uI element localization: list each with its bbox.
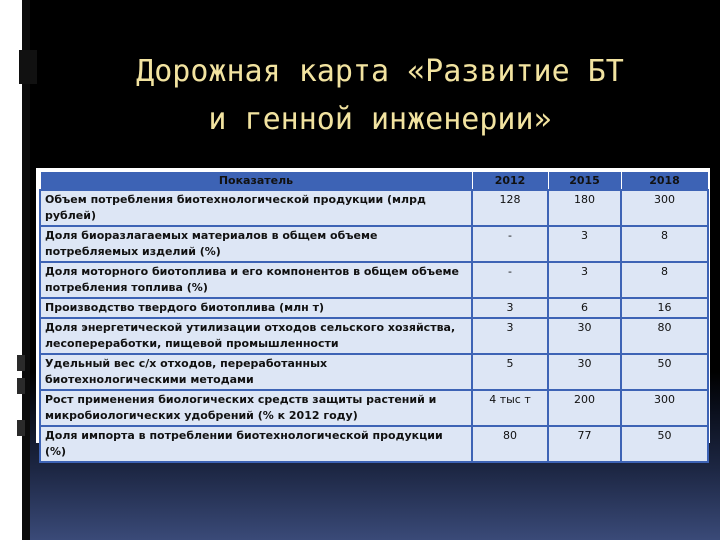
cell-2018: 16 xyxy=(621,298,708,318)
cell-2015: 30 xyxy=(548,318,621,354)
table-row xyxy=(40,298,708,318)
table-row xyxy=(40,426,708,462)
cell-2015: 30 xyxy=(548,354,621,390)
title-line-1: Дорожная карта «Развитие БТ xyxy=(136,54,624,89)
cell-2012: - xyxy=(472,226,548,262)
left-decor-mark xyxy=(17,378,25,394)
title-line-2: и генной инженерии» xyxy=(208,102,552,137)
cell-2012: 3 xyxy=(472,298,548,318)
cell-2012: 80 xyxy=(472,426,548,462)
row-label: Объем потребления биотехнологической продукции (млрд рублей) xyxy=(40,190,472,226)
cell-2012: - xyxy=(472,262,548,298)
row-label: Доля импорта в потреблении биотехнологической продукции (%) xyxy=(40,426,472,462)
left-decor-mark xyxy=(17,355,25,371)
roadmap-table-container xyxy=(36,168,710,458)
table-row xyxy=(40,226,708,262)
cell-2018: 80 xyxy=(621,318,708,354)
header-2012: 2012 xyxy=(472,172,548,191)
cell-2012: 128 xyxy=(472,190,548,226)
row-label: Доля энергетической утилизации отходов сельского хозяйства, лесопереработки, пищевой промышленности xyxy=(40,318,472,354)
cell-2018: 8 xyxy=(621,262,708,298)
table-row xyxy=(40,354,708,390)
cell-2015: 3 xyxy=(548,262,621,298)
cell-2015: 77 xyxy=(548,426,621,462)
cell-2018: 8 xyxy=(621,226,708,262)
roadmap-table xyxy=(39,171,709,463)
table-row xyxy=(40,262,708,298)
header-2018: 2018 xyxy=(621,172,708,191)
table-header-row xyxy=(40,172,708,191)
left-decor-mark xyxy=(17,420,25,436)
cell-2012: 5 xyxy=(472,354,548,390)
slide-title xyxy=(60,48,700,144)
cell-2018: 50 xyxy=(621,354,708,390)
cell-2015: 180 xyxy=(548,190,621,226)
row-label: Рост применения биологических средств защиты растений и микробиологических удобрений (% к 2012 году) xyxy=(40,390,472,426)
cell-2018: 300 xyxy=(621,390,708,426)
row-label: Производство твердого биотоплива (млн т) xyxy=(40,298,472,318)
row-label: Доля моторного биотоплива и его компонентов в общем объеме потребления топлива (%) xyxy=(40,262,472,298)
cell-2015: 200 xyxy=(548,390,621,426)
cell-2015: 3 xyxy=(548,226,621,262)
row-label: Удельный вес с/х отходов, переработанных биотехнологическими методами xyxy=(40,354,472,390)
header-2015: 2015 xyxy=(548,172,621,191)
table-row xyxy=(40,390,708,426)
cell-2012: 4 тыс т xyxy=(472,390,548,426)
cell-2015: 6 xyxy=(548,298,621,318)
title-bullet-decor xyxy=(15,50,37,84)
cell-2018: 300 xyxy=(621,190,708,226)
table-row xyxy=(40,190,708,226)
header-indicator: Показатель xyxy=(40,172,472,191)
row-label: Доля биоразлагаемых материалов в общем объеме потребляемых изделий (%) xyxy=(40,226,472,262)
cell-2012: 3 xyxy=(472,318,548,354)
cell-2018: 50 xyxy=(621,426,708,462)
table-row xyxy=(40,318,708,354)
